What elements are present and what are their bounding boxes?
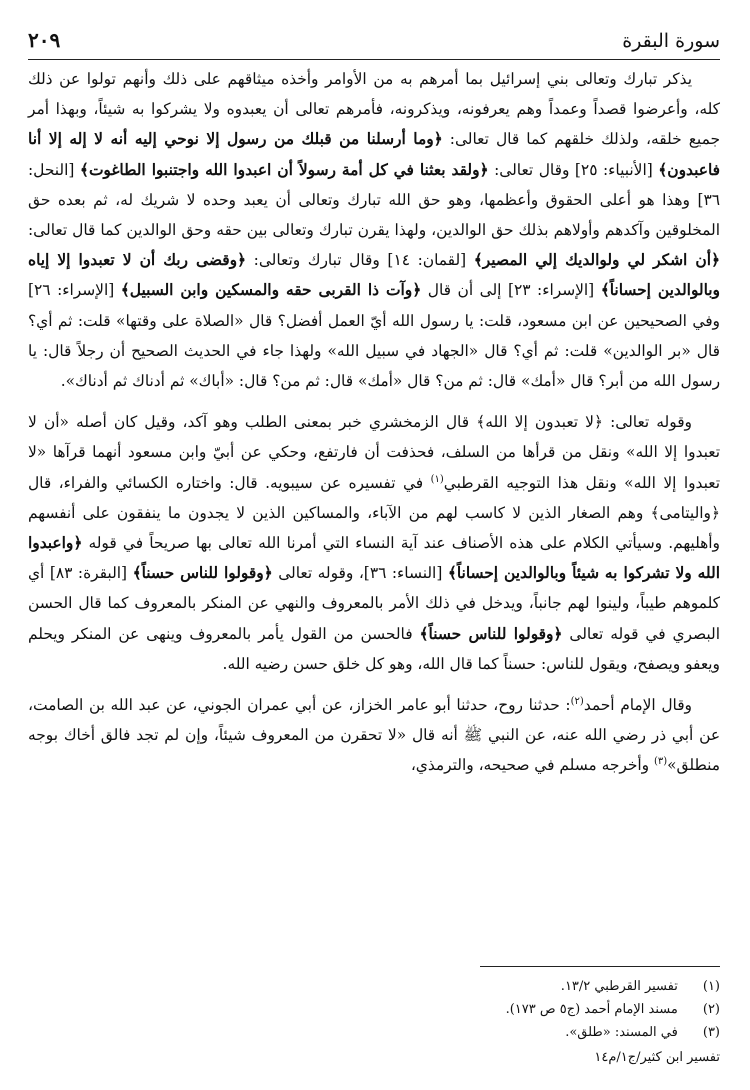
quran-verse: ﴿وقضى ربك أن لا تعبدوا إلا إياه وبالوالدين إحساناً﴾ [28,251,720,300]
footnote-number: (٣) [702,1025,720,1040]
footnote-item [28,998,720,1021]
quran-verse: ﴿وما أرسلنا من قبلك من رسول إلا نوحي إليه أنه لا إله إلا أنا فاعبدون﴾ [28,130,720,179]
page-signature: تفسير ابن كثير/ج١/م١٤ [594,1050,720,1065]
text-run: [لقمان: ١٤] وقال تبارك وتعالى: [246,251,474,270]
footnote-ref: (١) [430,473,444,485]
paragraph-2 [28,407,720,679]
footnote-ref: (٣) [653,756,668,768]
page-number: ٢٠٩ [28,28,61,52]
footnote-item [28,1021,720,1044]
text-run: [الأنبياء: ٢٥] وقال تعالى: [488,160,659,179]
main-text [28,64,720,781]
text-run: [النساء: ٣٦]، وقوله تعالى [272,564,448,583]
footnote-number: (١) [702,979,720,994]
text-run: يذكر تبارك وتعالى بني إسرائيل بما أمرهم به من الأوامر وأخذه ميثاقهم على ذلك وأنهم تولوا عن ذلك كله، وأعرضوا قصداً وعمداً وهم يعرفونه، ويذكرونه، فأمرهم تعالى أن يعبدوه ولا يشركوا به شيئاً، وبهذا أمر جميع خلقه، ولذلك خلقهم كما قال تعالى: [28,70,720,149]
quran-verse: ﴿وقولوا للناس حسناً﴾ [419,624,563,643]
header-divider [28,59,720,60]
quran-verse: ﴿وقولوا للناس حسناً﴾ [132,564,273,583]
surah-title: سورة البقرة [622,30,720,52]
quran-verse: ﴿ولقد بعثنا في كل أمة رسولاً أن اعبدوا الله واجتنبوا الطاغوت﴾ [79,160,489,179]
quran-verse: ﴿أن اشكر لي ولوالديك إلي المصير﴾ [473,251,720,270]
text-run: وقوله تعالى: ﴿لا تعبدون إلا الله﴾ قال الزمخشري خبر بمعنى الطلب وهو آكد، وقيل كان أصله «أن لا تعبدوا إلا الله» ونقل من قرأها من السلف، فحذفت أن فارتفع، وحكي عن أبيّ وابن مسعود أنهما قرآها «لا تعبدوا إلا الله» ونقل هذا التوجيه القرطبي [28,413,720,492]
paragraph-3 [28,690,720,781]
text-run: [الإسراء: ٢٦] وفي الصحيحين عن ابن مسعود، قلت: يا رسول الله أيّ العمل أفضل؟ قال «الصلاة على وقتها» قلت: ثم أي؟ قال «بر الوالدين» قلت: ثم أي؟ قال «الجهاد في سبيل الله» ولهذا جاء في الحديث الصحيح أن رجلاً قال: يا رسول الله من أبر؟ قال «أمك» قال: ثم من؟ قال «أمك» قال: ثم من؟ قال: «أباك» ثم أدناك ثم أدناك». [28,281,720,391]
text-run: [البقرة: ٨٣] أي كلموهم طيباً، ولينوا لهم جانباً، ويدخل في ذلك الأمر بالمعروف والنهي عن المنكر بالمعروف كما قال الحسن البصري في قوله تعالى [28,564,720,643]
text-run: في تفسيره عن سيبويه. قال: واختاره الكسائي والفراء، قال ﴿واليتامى﴾ وهم الصغار الذين لا كاسب لهم من الآباء، والمساكين الذين لا يجدون ما ينفقون على أنفسهم وأهليهم. وسيأتي الكلام على هذه الأصناف عند آية النساء التي أمرنا الله تعالى بها صريحاً في قوله [28,473,720,553]
paragraph-1 [28,64,720,396]
footnote-text: مسند الإمام أحمد (ج٥ ص ١٧٣). [505,1002,678,1017]
footnotes [28,975,720,1044]
footnote-item [28,975,720,998]
quran-verse: ﴿وآت ذا القربى حقه والمسكين وابن السبيل﴾ [120,281,422,300]
footnote-number: (٢) [702,1002,720,1017]
text-run: [النحل: ٣٦] وهذا هو أعلى الحقوق وأعظمها، وهو حق الله تبارك وتعالى أن يعبد وحده لا شريك له، ثم بعده حق المخلوقين وآكدهم وأولاهم بذلك حق الوالدين، ولهذا يقرن تبارك وتعالى بين حقه وحق الوالدين كما قال تعالى: [28,160,720,240]
text-run: [الإسراء: ٢٣] إلى أن قال [421,281,601,300]
footnote-ref: (٢) [570,695,584,707]
text-run: : حدثنا روح، حدثنا أبو عامر الخزاز، عن أبي عمران الجوني، عن عبد الله بن الصامت، عن أبي ذر رضي الله عنه، عن النبي ﷺ أنه قال «لا تحقرن من المعروف شيئاً، وإن لم تجد فالق أخاك بوجه منطلق» [28,696,720,775]
text-run: فالحسن من القول يأمر بالمعروف وينهى عن المنكر ويحلم ويعفو ويصفح، ويقول للناس: حسناً كما قال الله، وهو كل خلق حسن رضيه الله. [28,624,720,673]
footnote-text: في المسند: «طلق». [565,1025,678,1040]
footnote-divider [480,966,720,967]
text-run: وقال الإمام أحمد [583,696,692,715]
page-header [28,28,720,56]
footnote-text: تفسير القرطبي ١٣/٢. [560,979,678,994]
quran-verse: ﴿واعبدوا الله ولا تشركوا به شيئاً وبالوالدين إحساناً﴾ [28,534,720,583]
text-run: وأخرجه مسلم في صحيحه، والترمذي، [410,756,654,775]
